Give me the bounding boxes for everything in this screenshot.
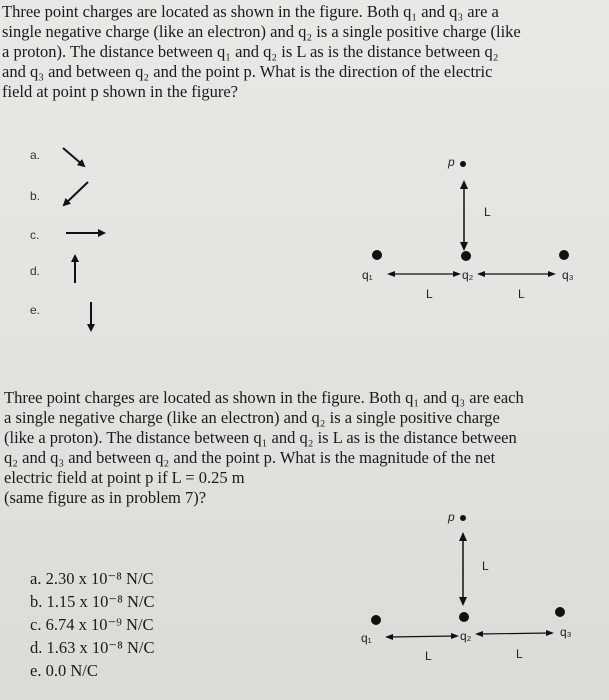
answer-option-label: b.	[30, 592, 43, 611]
option-a-label[interactable]: a.	[30, 148, 41, 162]
answer-option-value: 0.0 N/C	[45, 661, 98, 680]
answer-option-label: d.	[30, 638, 43, 657]
q2-charge	[459, 612, 469, 622]
question-2-line: Three point charges are located as shown in the figure. Both q₁ and q₃ are each	[4, 388, 524, 407]
answer-option-value: 2.30 x 10⁻⁸ N/C	[45, 569, 154, 588]
point-p-dot	[460, 515, 466, 521]
answer-option-value: 1.63 x 10⁻⁸ N/C	[46, 638, 155, 657]
q3-label: q₃	[560, 625, 572, 639]
option-c-label[interactable]: c.	[30, 228, 40, 242]
distance-label-right: L	[516, 647, 523, 661]
q2-label: q₂	[460, 629, 472, 643]
question-2-line: q₂ and q₃ and between q₂ and the point p. What is the magnitude of the net	[4, 448, 496, 467]
answer-option-label: c.	[30, 615, 42, 634]
question-2-line: (like a proton). The distance between q₁ and q₂ is L as is the distance between	[4, 428, 517, 447]
q1-charge	[371, 615, 381, 625]
q2-label: q₂	[462, 268, 474, 282]
question-2-line: a single negative charge (like an electron) and q₂ is a single positive charge	[4, 408, 500, 427]
question-1-line: single negative charge (like an electron) and q₂ is a single positive charge (like	[2, 22, 521, 41]
question-2-line: (same figure as in problem 7)?	[4, 488, 207, 507]
distance-label-vertical: L	[484, 205, 491, 219]
answer-option-value: 6.74 x 10⁻⁹ N/C	[45, 615, 154, 634]
distance-label-vertical: L	[482, 559, 489, 573]
q3-charge	[555, 607, 565, 617]
q1-label: q₁	[361, 631, 372, 645]
q3-label: q₃	[562, 268, 574, 282]
option-e-label[interactable]: e.	[30, 303, 41, 317]
point-p-label: p	[448, 510, 455, 524]
option-d-label[interactable]: d.	[30, 264, 41, 278]
option-b-label[interactable]: b.	[30, 189, 41, 203]
answer-option-value: 1.15 x 10⁻⁸ N/C	[46, 592, 155, 611]
distance-label-left: L	[426, 287, 433, 301]
distance-label-left: L	[425, 649, 432, 663]
question-1-line: Three point charges are located as shown in the figure. Both q₁ and q₃ are a	[2, 2, 499, 21]
question-1-line: a proton). The distance between q₁ and q₂ is L as is the distance between q₂	[2, 42, 499, 61]
point-p-label: p	[448, 155, 455, 169]
question-1-line: field at point p shown in the figure?	[2, 82, 238, 101]
answer-option-label: a.	[30, 569, 42, 588]
question-1-line: and q₃ and between q₂ and the point p. What is the direction of the electric	[2, 62, 493, 81]
distance-label-right: L	[518, 287, 525, 301]
answer-option-label: e.	[30, 661, 42, 680]
question-2-line: electric field at point p if L = 0.25 m	[4, 468, 245, 487]
q1-label: q₁	[362, 268, 373, 282]
